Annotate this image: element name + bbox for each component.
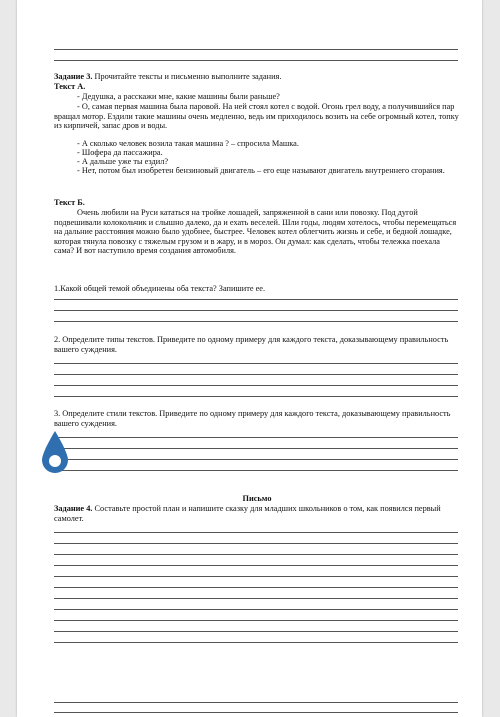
- answer-line: [54, 299, 458, 300]
- answer-line: [54, 620, 458, 621]
- answer-line: [54, 712, 458, 713]
- text-a-paragraph: - О, самая первая машина была паровой. На ней стоял котел с водой. Огонь грел воду, а получившийся пар вращал мотор. Ездили такие машины очень медленно, ведь им приходилось возить на себе огромный котел, топку из кирпичей, запас дров и воды.: [54, 102, 459, 131]
- text-a-line: - А сколько человек возила такая машина ? – спросила Машка.: [77, 139, 299, 148]
- answer-line: [54, 374, 458, 375]
- task3-instruction: Прочитайте тексты и письменно выполните задания.: [92, 72, 282, 81]
- text-b-paragraph: Очень любили на Руси кататься на тройке лошадей, запряженной в сани или повозку. Под дугой подвешивали колокольчик и слышно далеко, да и ехать веселей. Шли годы, людям хотелось, чтобы перемещаться на дальние расстояния можно было удобнее, быстрее. Человек котел облегчить жизнь и себе, и бедной лошадке, которая тянула повозку с тяжелым грузом и в жару, и в мороз. Он думал: как сделать, чтобы тележка поехала сама? И вот наступило время создания автомобиля.: [54, 208, 457, 256]
- answer-line: [54, 60, 458, 61]
- text-a-line: [54, 166, 460, 176]
- task3-label: Задание 3.: [54, 72, 93, 81]
- writing-section-title: [54, 494, 460, 504]
- water-drop-icon: [40, 430, 70, 474]
- answer-line: [54, 437, 458, 438]
- answer-line: [54, 363, 458, 364]
- task3-heading: [54, 72, 460, 82]
- text-a-line: - Шофера да пассажира.: [77, 148, 163, 157]
- answer-line: [54, 642, 458, 643]
- answer-line: [54, 631, 458, 632]
- text-a-line: - Дедушка, а расскажи мне, какие машины были раньше?: [77, 92, 280, 101]
- answer-line: [54, 702, 458, 703]
- answer-line: [54, 543, 458, 544]
- answer-line: [54, 598, 458, 599]
- task4-label: Задание 4.: [54, 504, 93, 513]
- answer-line: [54, 459, 458, 460]
- answer-line: [54, 532, 458, 533]
- question-2: 2. Определите типы текстов. Приведите по одному примеру для каждого текста, доказывающему правильность вашего суждения.: [54, 335, 449, 354]
- text-b-title-label: Текст Б.: [54, 198, 85, 207]
- writing-title-label: Письмо: [242, 494, 272, 503]
- text-a-title-label: Текст А.: [54, 82, 86, 91]
- answer-line: [54, 49, 458, 50]
- answer-line: [54, 385, 458, 386]
- answer-line: [54, 554, 458, 555]
- text-a-line: - А дальше уже ты ездил?: [77, 157, 169, 166]
- text-a-title: [54, 82, 460, 92]
- question-3: 3. Определите стили текстов. Приведите по одному примеру для каждого текста, доказывающему правильность вашего суждения.: [54, 409, 451, 428]
- answer-line: [54, 396, 458, 397]
- answer-line: [54, 565, 458, 566]
- answer-line: [54, 470, 458, 471]
- answer-line: [54, 576, 458, 577]
- task4-instruction: Составьте простой план и напишите сказку для младших школьников о том, как появился первый самолет.: [54, 504, 441, 523]
- answer-line: [54, 321, 458, 322]
- text-b-body: [54, 208, 460, 256]
- text-a-paragraph: - Нет, потом был изобретен бензиновый двигатель – его еще называют двигатель внутреннего сгорания.: [77, 166, 445, 175]
- text-a-line: [54, 102, 460, 131]
- task4-heading: [54, 504, 460, 523]
- answer-line: [54, 310, 458, 311]
- question-1: 1.Какой общей темой объединены оба текста? Запишите ее.: [54, 284, 266, 293]
- answer-line: [54, 448, 458, 449]
- answer-line: [54, 609, 458, 610]
- text-b-title: [54, 198, 460, 208]
- answer-line: [54, 587, 458, 588]
